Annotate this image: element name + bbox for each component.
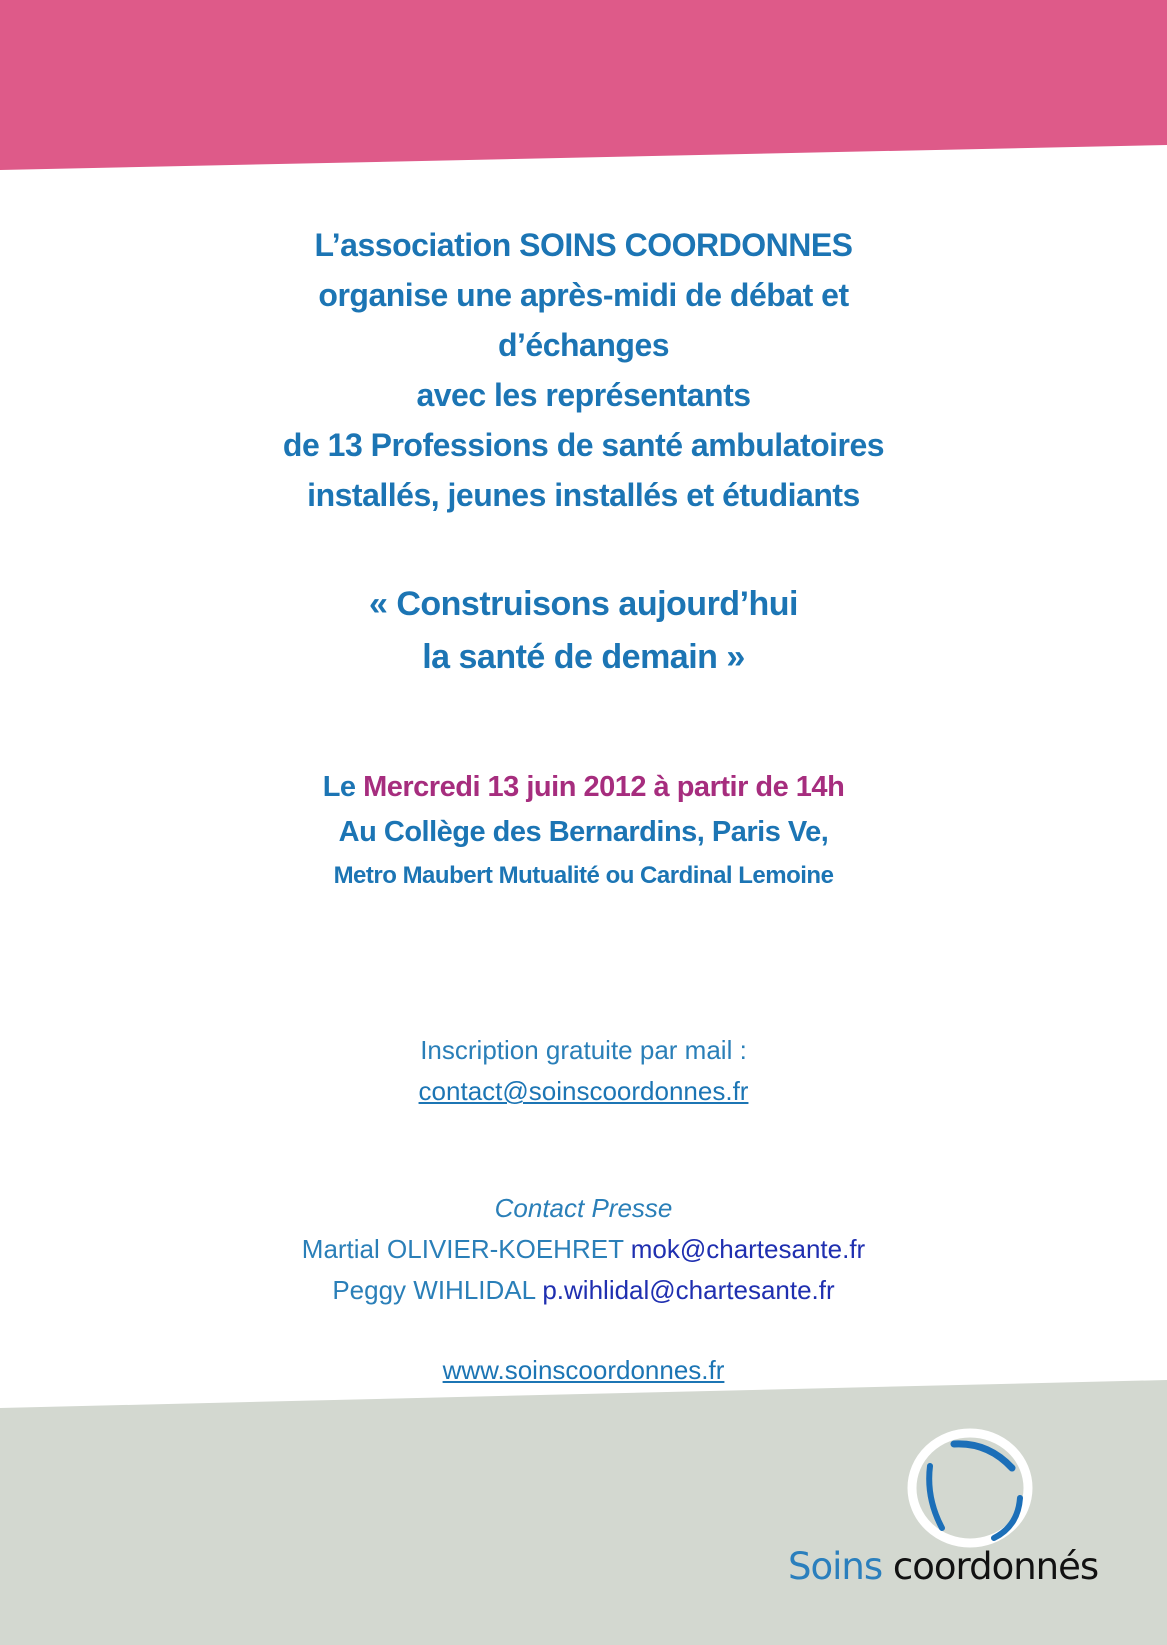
press-contact-email-link[interactable]: mok@chartesante.fr <box>630 1234 866 1264</box>
logo-word-coordonnes: coordonnés <box>882 1545 1099 1588</box>
event-date: Mercredi 13 juin 2012 à partir de 14h <box>363 771 845 803</box>
event-venue: Au Collège des Bernardins, Paris Ve, <box>338 816 829 848</box>
press-contact-name: Peggy WIHLIDAL <box>332 1275 543 1305</box>
header-line: d’échanges <box>497 327 670 363</box>
logo-word-soins: Soins <box>788 1545 883 1588</box>
header-line: L’association SOINS COORDONNES <box>314 227 853 263</box>
header-line: de 13 Professions de santé ambulatoires <box>282 427 885 463</box>
header-line: organise une après-midi de débat et <box>318 277 849 313</box>
event-date-line <box>0 765 1167 810</box>
registration-label: Inscription gratuite par mail : <box>420 1035 747 1065</box>
press-contacts <box>0 1188 1167 1311</box>
press-contact-row <box>0 1270 1167 1311</box>
event-date-prefix: Le <box>322 771 364 803</box>
soins-coordonnes-logo-icon <box>780 1428 1130 1618</box>
slogan-line-1: « Construisons aujourd’hui <box>368 585 799 623</box>
header-line: installés, jeunes installés et étudiants <box>307 477 860 513</box>
header-line: avec les représentants <box>416 377 751 413</box>
top-pink-band <box>0 0 1167 175</box>
slogan <box>0 578 1167 684</box>
press-contact-name: Martial OLIVIER-KOEHRET <box>301 1234 631 1264</box>
invitation-header <box>0 220 1167 520</box>
registration-email-link[interactable]: contact@soinscoordonnes.fr <box>418 1076 749 1106</box>
website-link[interactable]: www.soinscoordonnes.fr <box>442 1355 725 1385</box>
website <box>0 1350 1167 1391</box>
slogan-line-2: la santé de demain » <box>422 638 745 676</box>
event-metro: Metro Maubert Mutualité ou Cardinal Lemoine <box>333 862 834 889</box>
event-details <box>0 765 1167 897</box>
press-heading: Contact Presse <box>494 1193 673 1223</box>
press-contact-row <box>0 1229 1167 1270</box>
logo-wordmark <box>788 1545 1098 1588</box>
press-contact-email-link[interactable]: p.wihlidal@chartesante.fr <box>542 1275 835 1305</box>
registration <box>0 1030 1167 1112</box>
